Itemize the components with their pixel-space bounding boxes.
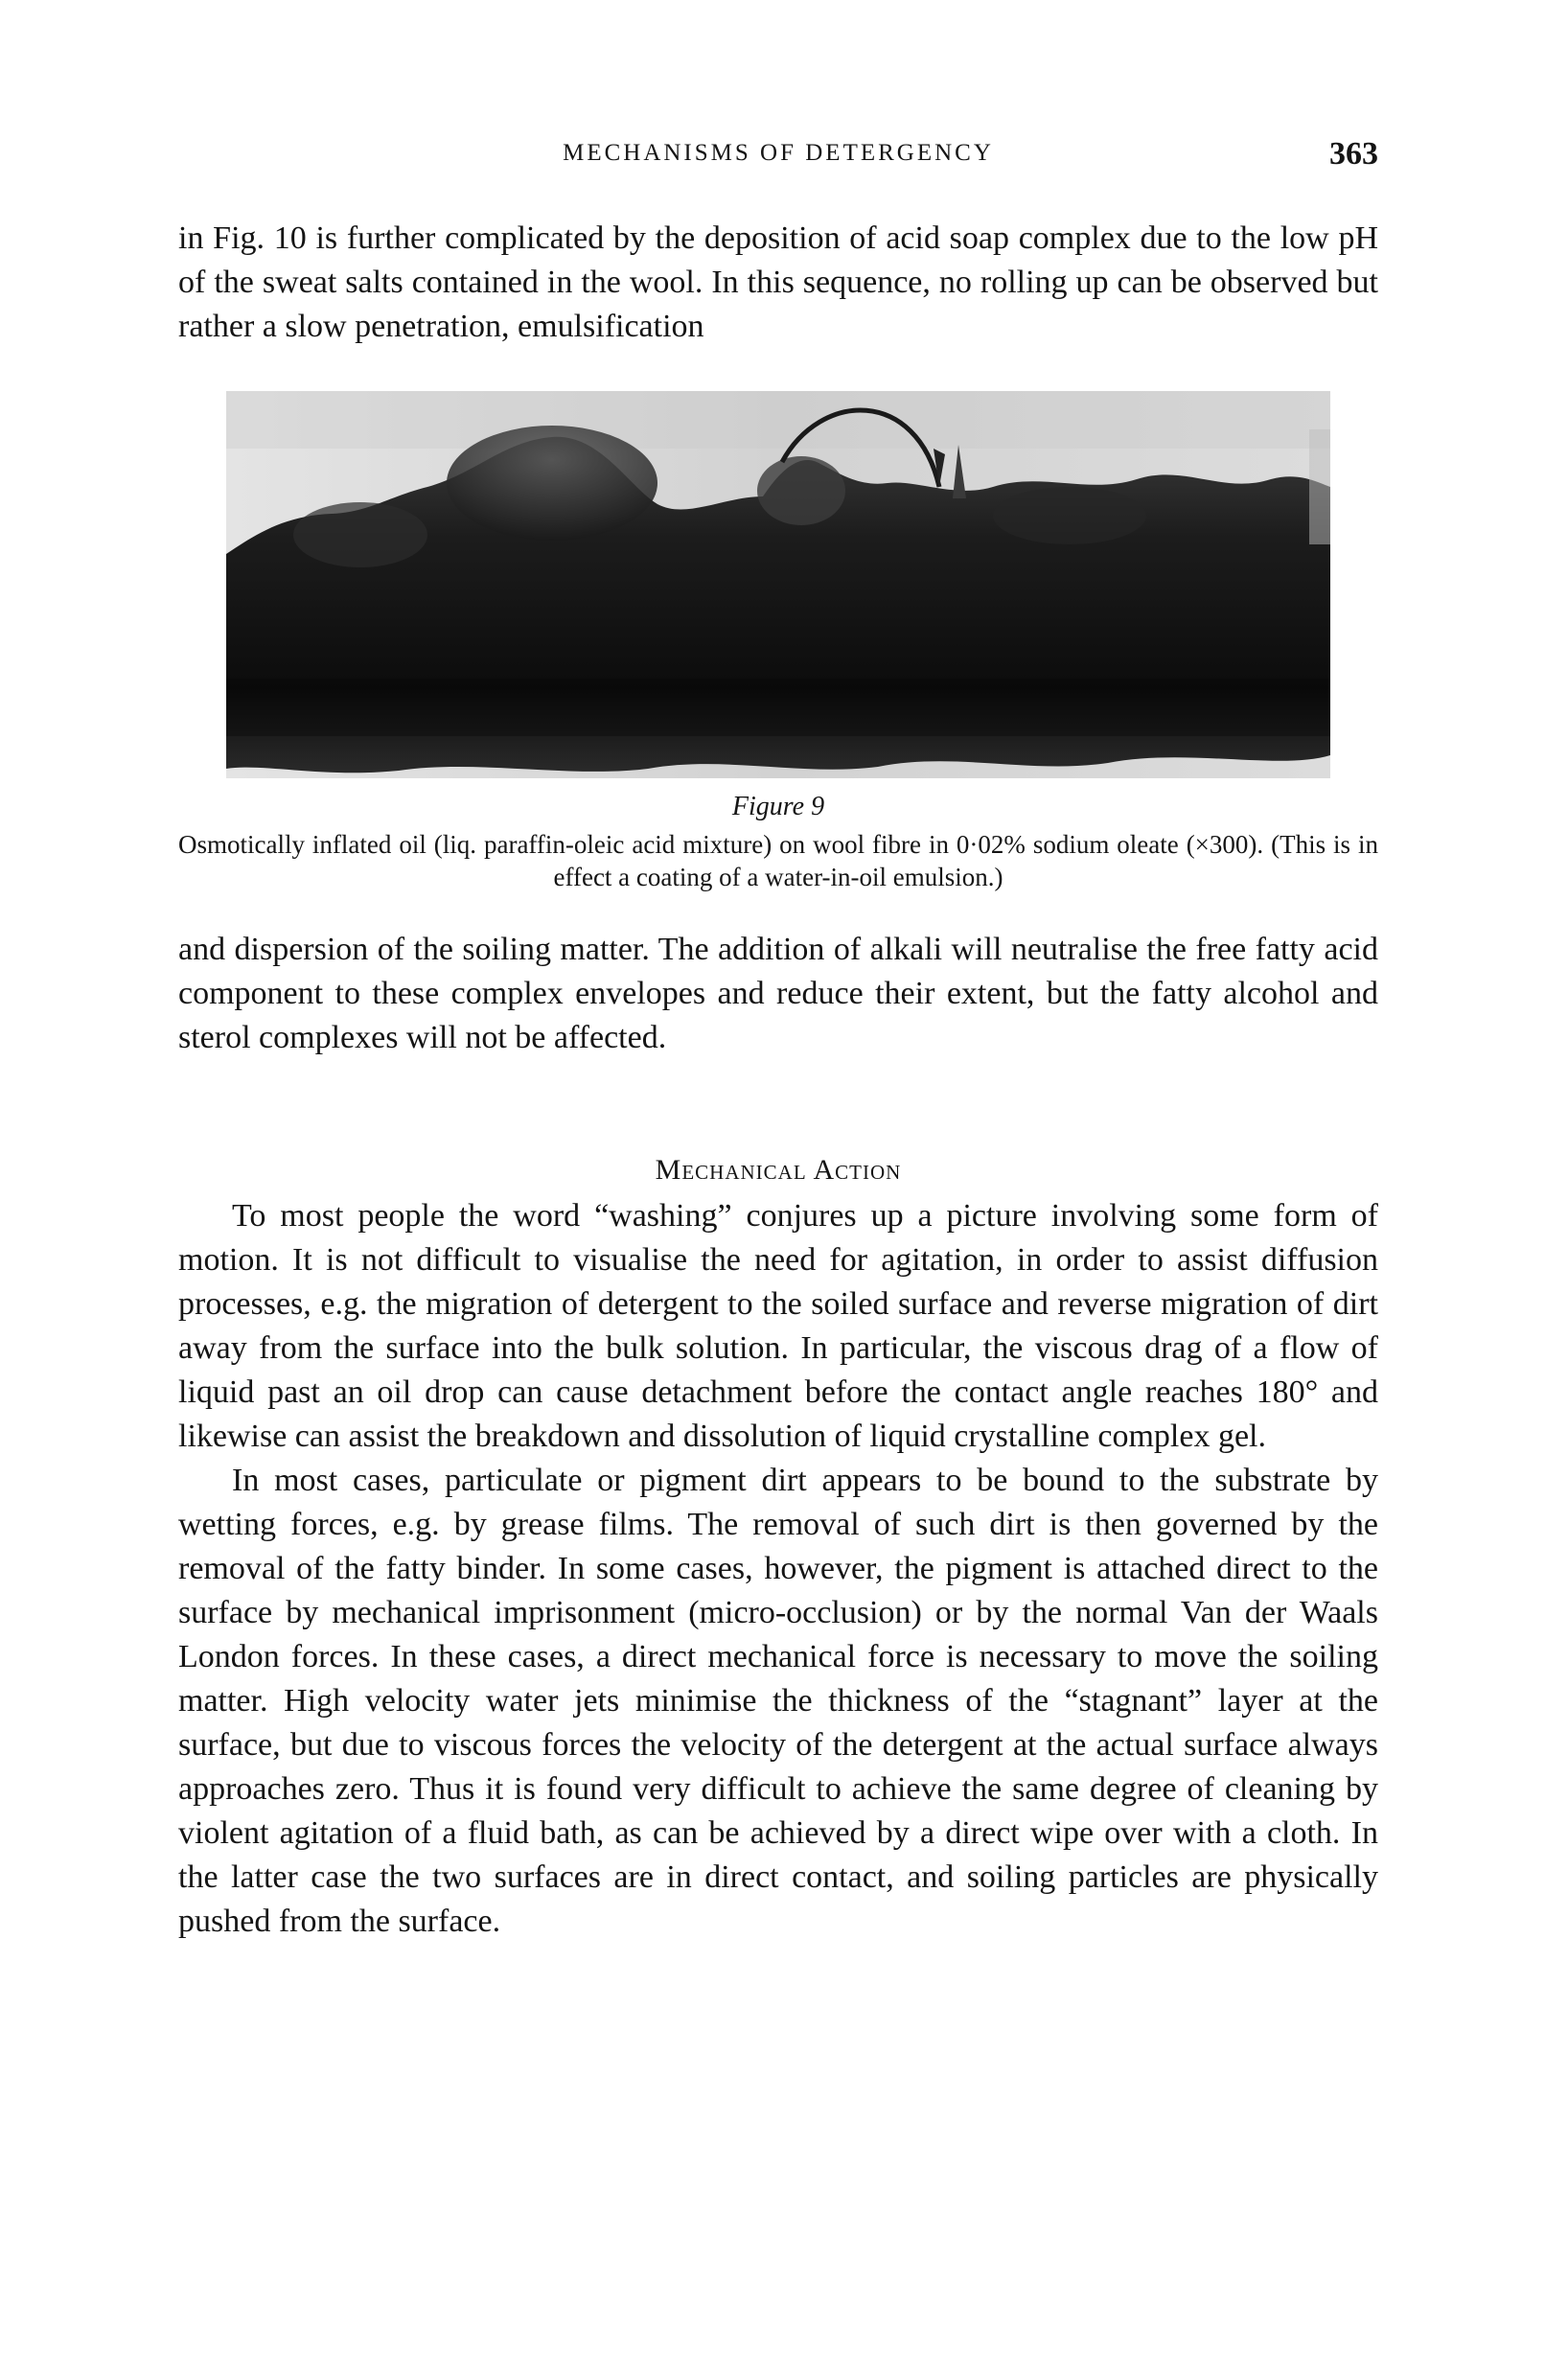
figure-caption <box>178 788 1378 893</box>
figure-label: Figure 9 <box>731 792 825 821</box>
paragraph-continuation: in Fig. 10 is further complicated by the deposition of acid soap complex due to the low pH of the sweat salts contained in the wool. In this sequence, no rolling up can be observed but rather a slow penetration, emulsification <box>178 220 1378 344</box>
body-text-mid <box>178 928 1378 1060</box>
micrograph-image <box>226 391 1330 778</box>
figure-caption-text: Osmotically inflated oil (liq. paraffin-oleic acid mixture) on wool fibre in 0·02% sodium oleate (×300). (This is in effect a coating of a water-in-oil emulsion.) <box>178 830 1378 891</box>
paragraph: In most cases, particulate or pigment dirt appears to be bound to the substrate by wetting forces, e.g. by grease films. The removal of such dirt is then governed by the removal of the fatty binder. In some cases, however, the pigment is attached direct to the surface by mechanical imprisonment (micro-occlusion) or by the normal Van der Waals London forces. In these cases, a direct mechanical force is necessary to move the soiling matter. High velocity water jets minimise the thickness of the “stagnant” layer at the surface, but due to viscous forces the velocity of the detergent at the actual surface always approaches zero. Thus it is found very difficult to achieve the same degree of cleaning by violent agitation of a fluid bath, as can be achieved by a direct wipe over with a cloth. In the latter case the two surfaces are in direct contact, and soiling particles are physically pushed from the surface. <box>178 1463 1378 1939</box>
page-number: 363 <box>1329 136 1378 172</box>
paragraph: and dispersion of the soiling matter. The addition of alkali will neutralise the free fatty acid component to these complex envelopes and reduce their extent, but the fatty alcohol and sterol complexes will not be affected. <box>178 932 1378 1055</box>
section-heading: Mechanical Action <box>655 1154 902 1186</box>
running-head <box>178 136 1378 174</box>
section-mechanical-action <box>178 1148 1378 1944</box>
body-text-top <box>178 217 1378 349</box>
running-title: MECHANISMS OF DETERGENCY <box>563 140 994 166</box>
paragraph: To most people the word “washing” conjures up a picture involving some form of motion. It is not difficult to visualise the need for agitation, in order to assist diffusion processes, e.g. the migration of detergent to the soiled surface and reverse migration of dirt away from the surface into the bulk solution. In particular, the viscous drag of a flow of liquid past an oil drop can cause detachment before the contact angle reaches 180° and likewise can assist the breakdown and dissolution of liquid crystalline complex gel. <box>178 1198 1378 1454</box>
figure-micrograph <box>226 391 1330 778</box>
